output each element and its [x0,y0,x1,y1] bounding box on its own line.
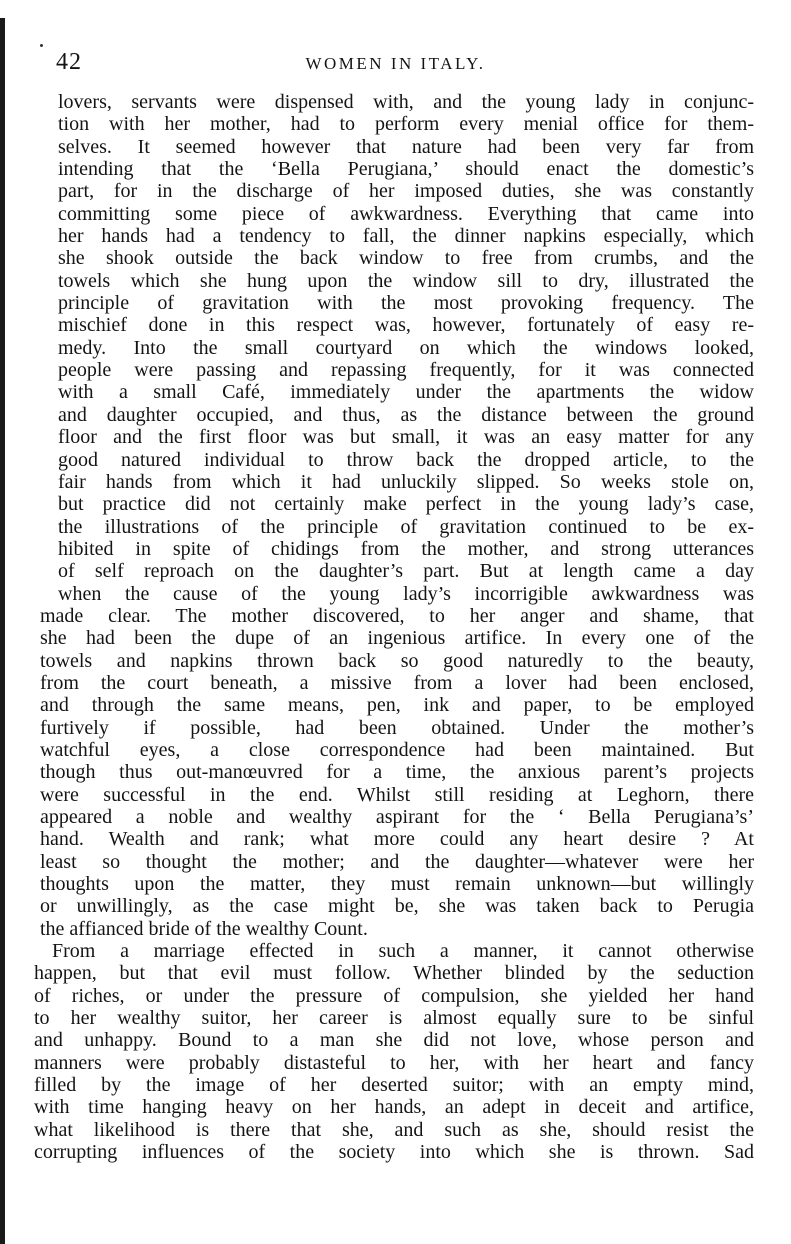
text-line: hibited in spite of chidings from the mother, and strong utterances [58,537,754,560]
page-header [0,48,791,78]
text-line: filled by the image of her deserted suitor; with an empty mind, [34,1074,754,1097]
text-line: principle of gravitation with the most provoking frequency. The [58,292,754,315]
text-line: floor and the first floor was but small, it was an easy matter for any [58,426,754,449]
text-line: committing some piece of awkwardness. Everything that came into [58,202,754,225]
text-line: of riches, or under the pressure of compulsion, she yielded her hand [34,984,754,1007]
text-line: good natured individual to throw back the dropped article, to the [58,448,754,471]
text-line: intending that the ‘Bella Perugiana,’ should enact the domestic’s [58,158,754,181]
text-line: were successful in the end. Whilst still residing at Leghorn, there [40,783,754,806]
text-line: of self reproach on the daughter’s part. But at length came a day [58,560,754,583]
margin-dot [40,44,43,47]
text-line: selves. It seemed however that nature had been very far from [58,135,754,158]
text-line: fair hands from which it had unluckily slipped. So weeks stole on, [58,470,754,493]
text-line: when the cause of the young lady’s incorrigible awkwardness was [58,582,754,605]
text-line: From a marriage effected in such a manner, it cannot otherwise [52,940,754,963]
text-line: from the court beneath, a missive from a lover had been enclosed, [40,671,754,694]
text-line: she shook outside the back window to free from crumbs, and the [58,247,754,270]
text-line: towels and napkins thrown back so good naturedly to the beauty, [40,649,754,672]
running-head: WOMEN IN ITALY. [305,54,486,73]
text-line: what likelihood is there that she, and such as she, should resist the [34,1118,754,1141]
text-line: thoughts upon the matter, they must remain unknown—but willingly [40,873,754,896]
text-line: made clear. The mother discovered, to her anger and shame, that [40,604,754,627]
text-line: least so thought the mother; and the daughter—whatever were her [40,850,754,873]
text-line: manners were probably distasteful to her, with her heart and fancy [34,1051,754,1074]
text-line: she had been the dupe of an ingenious artifice. In every one of the [40,627,754,650]
text-line: tion with her mother, had to perform every menial office for them- [58,113,754,136]
text-line: but practice did not certainly make perfect in the young lady’s case, [58,493,754,516]
text-line: with a small Café, immediately under the apartments the widow [58,381,754,404]
text-line: furtively if possible, had been obtained. Under the mother’s [40,716,754,739]
text-line: people were passing and repassing frequently, for it was connected [58,359,754,382]
text-line: medy. Into the small courtyard on which the windows looked, [58,336,754,359]
text-line: with time hanging heavy on her hands, an adept in deceit and artifice, [34,1096,754,1119]
text-line: and daughter occupied, and thus, as the distance between the ground [58,403,754,426]
text-line: and unhappy. Bound to a man she did not love, whose person and [34,1029,754,1052]
page-edge-rule [0,18,5,1244]
text-line: lovers, servants were dispensed with, and the young lady in conjunc- [58,91,754,113]
text-line: towels which she hung upon the window sill to dry, illustrated the [58,269,754,292]
text-line: part, for in the discharge of her imposed duties, she was constantly [58,180,754,203]
text-line: her hands had a tendency to fall, the dinner napkins especially, which [58,225,754,248]
page-number: 42 [56,49,82,75]
text-line: the illustrations of the principle of gravitation continued to be ex- [58,515,754,538]
text-line: corrupting influences of the society into which she is thrown. Sad [34,1141,754,1164]
text-line: appeared a noble and wealthy aspirant for the ‘ Bella Perugiana’s’ [40,806,754,828]
text-line: the affianced bride of the wealthy Count. [40,917,368,940]
text-line: or unwillingly, as the case might be, she was taken back to Perugia [40,895,754,918]
text-line: and through the same means, pen, ink and paper, to be employed [40,694,754,717]
text-line: hand. Wealth and rank; what more could any heart desire ? At [40,828,754,851]
body-text [34,91,754,1164]
text-line: happen, but that evil must follow. Whether blinded by the seduction [34,962,754,985]
text-line: though thus out-manœuvred for a time, the anxious parent’s projects [40,761,754,784]
text-line: watchful eyes, a close correspondence had been maintained. But [40,738,754,761]
text-line: to her wealthy suitor, her career is almost equally sure to be sinful [34,1007,754,1030]
text-line: mischief done in this respect was, however, fortunately of easy re- [58,314,754,337]
